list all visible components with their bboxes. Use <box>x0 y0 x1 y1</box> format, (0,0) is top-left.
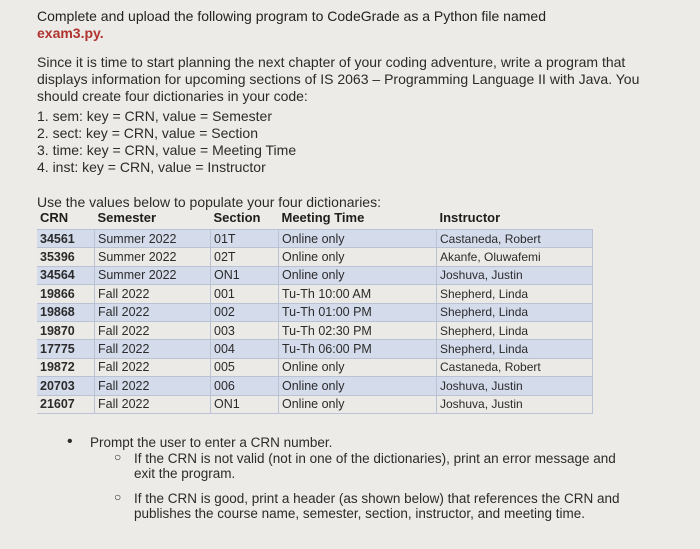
crn-cell: 20703 <box>37 377 95 395</box>
use-values-label: Use the values below to populate your four dictionaries: <box>37 194 381 210</box>
column-header-section: Section <box>213 209 261 225</box>
upload-instruction: Complete and upload the following program to CodeGrade as a Python file named <box>37 8 546 24</box>
section-cell: 005 <box>211 358 279 376</box>
meeting-time-cell: Tu-Th 06:00 PM <box>279 340 437 358</box>
semester-cell: Fall 2022 <box>95 340 211 358</box>
requirements-list <box>62 435 622 522</box>
column-header-instructor: Instructor <box>439 209 501 225</box>
section-cell: ON1 <box>211 266 279 284</box>
instructor-cell: Joshuva, Justin <box>437 395 593 413</box>
semester-cell: Fall 2022 <box>95 321 211 339</box>
section-cell: 006 <box>211 377 279 395</box>
crn-cell: 19866 <box>37 285 95 303</box>
meeting-time-cell: Tu-Th 01:00 PM <box>279 303 437 321</box>
table-row <box>37 248 593 266</box>
column-header-meeting-time: Meeting Time <box>281 209 365 225</box>
bullet-dot-icon: • <box>67 433 73 450</box>
crn-cell: 19872 <box>37 358 95 376</box>
meeting-time-cell: Online only <box>279 230 437 248</box>
table-row <box>37 285 593 303</box>
section-cell: 01T <box>211 230 279 248</box>
instructor-cell: Akanfe, Oluwafemi <box>437 248 593 266</box>
dictionary-item: 3. time: key = CRN, value = Meeting Time <box>37 142 297 158</box>
file-name: exam3.py. <box>37 25 104 41</box>
meeting-time-cell: Tu-Th 10:00 AM <box>279 285 437 303</box>
crn-cell: 35396 <box>37 248 95 266</box>
meeting-time-cell: Online only <box>279 377 437 395</box>
column-header-semester: Semester <box>97 209 157 225</box>
list-item <box>62 435 622 451</box>
prompt-instruction: Prompt the user to enter a CRN number. <box>90 435 333 450</box>
semester-cell: Fall 2022 <box>95 377 211 395</box>
instructor-cell: Castaneda, Robert <box>437 358 593 376</box>
invalid-crn-instruction: If the CRN is not valid (not in one of the dictionaries), print an error message and exit the program. <box>134 450 616 481</box>
instructor-cell: Joshuva, Justin <box>437 377 593 395</box>
table-row <box>37 377 593 395</box>
crn-cell: 21607 <box>37 395 95 413</box>
dictionary-item: 1. sem: key = CRN, value = Semester <box>37 108 272 124</box>
semester-cell: Summer 2022 <box>95 266 211 284</box>
dictionary-item: 4. inst: key = CRN, value = Instructor <box>37 159 266 175</box>
semester-cell: Fall 2022 <box>95 303 211 321</box>
table-row <box>37 303 593 321</box>
crn-cell: 17775 <box>37 340 95 358</box>
table-row <box>37 266 593 284</box>
hollow-circle-icon: ○ <box>114 449 122 464</box>
dictionary-item: 2. sect: key = CRN, value = Section <box>37 125 258 141</box>
crn-cell: 19870 <box>37 321 95 339</box>
semester-cell: Fall 2022 <box>95 285 211 303</box>
section-cell: 02T <box>211 248 279 266</box>
semester-cell: Fall 2022 <box>95 395 211 413</box>
crn-cell: 34561 <box>37 230 95 248</box>
meeting-time-cell: Tu-Th 02:30 PM <box>279 321 437 339</box>
instructor-cell: Joshuva, Justin <box>437 266 593 284</box>
sections-table <box>37 208 593 414</box>
table-header-row <box>37 208 593 230</box>
section-cell: 003 <box>211 321 279 339</box>
instructor-cell: Castaneda, Robert <box>437 230 593 248</box>
instructor-cell: Shepherd, Linda <box>437 340 593 358</box>
table-row <box>37 358 593 376</box>
section-cell: 004 <box>211 340 279 358</box>
table-row <box>37 340 593 358</box>
section-cell: ON1 <box>211 395 279 413</box>
column-header-crn: CRN <box>40 209 69 225</box>
semester-cell: Summer 2022 <box>95 230 211 248</box>
list-item <box>62 491 622 522</box>
crn-cell: 19868 <box>37 303 95 321</box>
section-cell: 002 <box>211 303 279 321</box>
table-row <box>37 395 593 413</box>
meeting-time-cell: Online only <box>279 266 437 284</box>
semester-cell: Fall 2022 <box>95 358 211 376</box>
valid-crn-instruction: If the CRN is good, print a header (as shown below) that references the CRN and publishes the course name, semester, section, instructor, and meeting time. <box>134 490 620 521</box>
dictionary-list <box>37 108 657 176</box>
meeting-time-cell: Online only <box>279 395 437 413</box>
table-row <box>37 230 593 248</box>
instructor-cell: Shepherd, Linda <box>437 285 593 303</box>
intro-paragraph: Since it is time to start planning the next chapter of your coding adventure, write a program that displays information for upcoming sections of IS 2063 – Programming Language II with Java. You should create four dictionaries in your code: <box>37 54 640 104</box>
semester-cell: Summer 2022 <box>95 248 211 266</box>
instructor-cell: Shepherd, Linda <box>437 321 593 339</box>
instructor-cell: Shepherd, Linda <box>437 303 593 321</box>
meeting-time-cell: Online only <box>279 248 437 266</box>
hollow-circle-icon: ○ <box>114 489 122 504</box>
meeting-time-cell: Online only <box>279 358 437 376</box>
crn-cell: 34564 <box>37 266 95 284</box>
section-cell: 001 <box>211 285 279 303</box>
assignment-header <box>37 8 657 42</box>
list-item <box>62 451 622 482</box>
table-row <box>37 321 593 339</box>
